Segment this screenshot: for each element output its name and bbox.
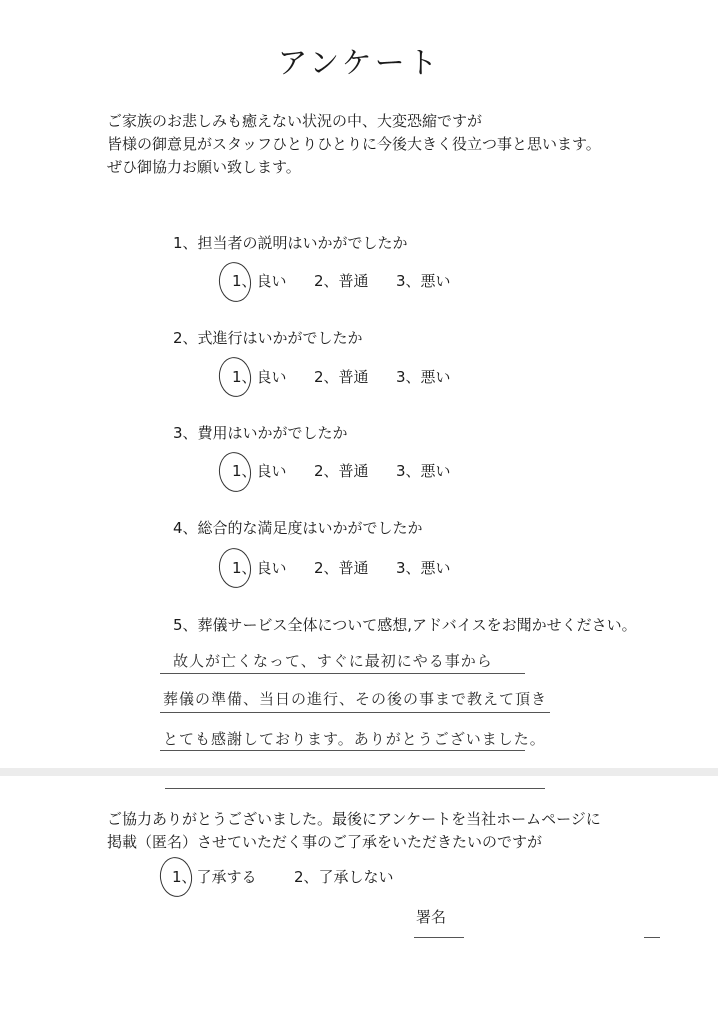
consent-option-agree[interactable]: 1、了承する bbox=[172, 868, 257, 886]
q3-option-normal[interactable]: 2、普通 bbox=[314, 462, 369, 480]
signature-line bbox=[644, 937, 660, 938]
q2-option-bad[interactable]: 3、悪い bbox=[396, 368, 451, 386]
page-title: アンケート bbox=[277, 46, 441, 81]
question-2: 2、式進行はいかがでしたか bbox=[173, 329, 363, 347]
handwritten-answer-line-2: 葬儀の準備、当日の進行、その後の事まで教えて頂き bbox=[163, 690, 548, 708]
q2-option-normal[interactable]: 2、普通 bbox=[314, 368, 369, 386]
signature-line bbox=[414, 937, 464, 938]
q4-option-good[interactable]: 1、良い bbox=[232, 559, 287, 577]
answer-underline bbox=[160, 750, 525, 751]
q1-option-normal[interactable]: 2、普通 bbox=[314, 272, 369, 290]
consent-option-disagree[interactable]: 2、了承しない bbox=[294, 868, 394, 886]
q3-option-good[interactable]: 1、良い bbox=[232, 462, 287, 480]
q2-option-good[interactable]: 1、良い bbox=[232, 368, 287, 386]
signature-label: 署名 bbox=[416, 908, 447, 926]
answer-underline bbox=[160, 712, 550, 713]
q3-option-bad[interactable]: 3、悪い bbox=[396, 462, 451, 480]
question-4: 4、総合的な満足度はいかがでしたか bbox=[173, 519, 423, 537]
handwritten-answer-line-3: とても感謝しております。ありがとうございました。 bbox=[163, 730, 546, 748]
intro-line-2: 皆様の御意見がスタッフひとりひとりに今後大きく役立つ事と思います。 bbox=[107, 135, 601, 153]
question-5: 5、葬儀サービス全体について感想,アドバイスをお聞かせください。 bbox=[173, 616, 637, 634]
scan-band bbox=[0, 768, 718, 776]
q4-option-bad[interactable]: 3、悪い bbox=[396, 559, 451, 577]
handwritten-answer-line-1: 故人が亡くなって、すぐに最初にやる事から bbox=[173, 652, 493, 670]
q1-option-bad[interactable]: 3、悪い bbox=[396, 272, 451, 290]
closing-line-1: ご協力ありがとうございました。最後にアンケートを当社ホームページに bbox=[107, 810, 601, 828]
q1-option-good[interactable]: 1、良い bbox=[232, 272, 287, 290]
closing-line-2: 掲載（匿名）させていただく事のご了承をいただきたいのですが bbox=[107, 833, 543, 851]
answer-underline bbox=[165, 788, 545, 789]
intro-line-3: ぜひ御協力お願い致します。 bbox=[107, 158, 301, 176]
question-1: 1、担当者の説明はいかがでしたか bbox=[173, 234, 408, 252]
q4-option-normal[interactable]: 2、普通 bbox=[314, 559, 369, 577]
answer-underline bbox=[160, 673, 525, 674]
intro-line-1: ご家族のお悲しみも癒えない状況の中、大変恐縮ですが bbox=[107, 112, 483, 130]
question-3: 3、費用はいかがでしたか bbox=[173, 424, 348, 442]
